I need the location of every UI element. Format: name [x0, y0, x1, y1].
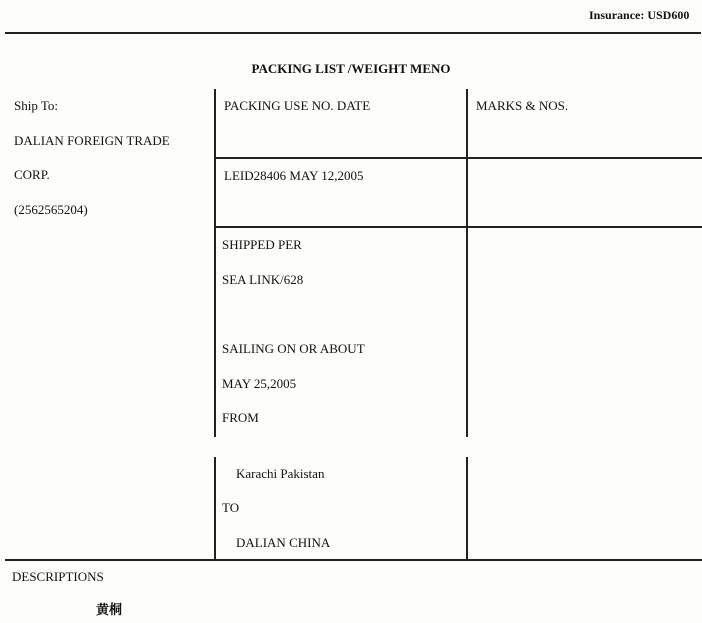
packing-value: LEID28406 MAY 12,2005: [224, 168, 364, 183]
description-item: 黄桐: [96, 603, 123, 618]
vertical-rule-left-upper: [214, 89, 216, 437]
ship-to-label: Ship To:: [14, 98, 59, 113]
header-rule: [5, 32, 701, 34]
to-place: DALIAN CHINA: [236, 535, 331, 550]
vertical-rule-right-upper: [466, 89, 468, 437]
vessel-name: SEA LINK/628: [222, 272, 304, 287]
descriptions-label: DESCRIPTIONS: [12, 569, 104, 584]
vertical-rule-right-lower: [466, 457, 468, 559]
insurance-text: Insurance: USD600: [589, 8, 690, 22]
ship-to-line-1: DALIAN FOREIGN TRADE: [14, 133, 170, 148]
vertical-rule-left-lower: [214, 457, 216, 559]
from-place: Karachi Pakistan: [236, 466, 325, 481]
shipped-per-label: SHIPPED PER: [222, 237, 302, 252]
from-label: FROM: [222, 410, 259, 425]
document-title: PACKING LIST /WEIGHT MENO: [251, 61, 451, 76]
sailing-label: SAILING ON OR ABOUT: [222, 341, 365, 356]
row-rule-2: [214, 226, 702, 228]
sailing-date: MAY 25,2005: [222, 376, 297, 391]
bottom-rule: [5, 559, 702, 561]
marks-header: MARKS & NOS.: [476, 98, 569, 113]
row-rule-1: [214, 157, 702, 159]
ship-to-line-3: (2562565204): [14, 202, 88, 217]
packing-header: PACKING USE NO. DATE: [224, 98, 371, 113]
to-label: TO: [222, 500, 240, 515]
ship-to-line-2: CORP.: [14, 167, 50, 182]
